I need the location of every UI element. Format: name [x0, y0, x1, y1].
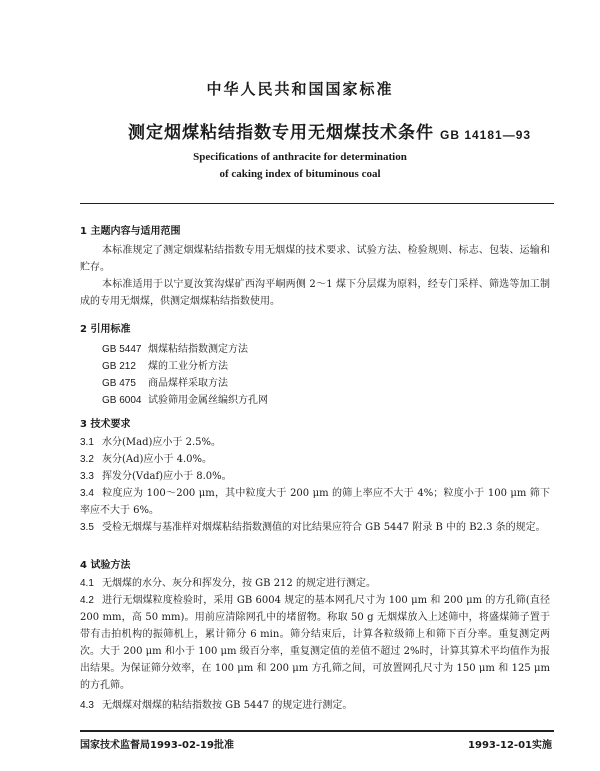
reference-item [102, 374, 228, 389]
item-number: 4.3 [80, 700, 94, 711]
item-text: 粒度应为 100～200 μm，其中粒度大于 200 μm 的筛上率应不大于 4%；粒度小于 100 μm 筛下率应不大于 6%。 [80, 488, 550, 516]
reference-code: GB 475 [102, 378, 136, 389]
requirement-item [80, 485, 550, 519]
item-text: 无烟煤的水分、灰分和挥发分，按 GB 212 的规定进行测定。 [102, 578, 376, 589]
item-number: 3.4 [80, 488, 94, 499]
reference-item [102, 357, 228, 372]
reference-code: GB 212 [102, 361, 136, 372]
method-item [80, 592, 550, 694]
reference-item [102, 391, 268, 406]
item-number: 3.2 [80, 454, 94, 465]
item-number: 4.1 [80, 578, 94, 589]
section-4-heading: 4 试验方法 [80, 560, 131, 571]
section-3-heading: 3 技术要求 [80, 419, 131, 430]
national-standard-label: 中华人民共和国国家标准 [206, 80, 394, 98]
item-number: 4.2 [80, 595, 94, 606]
reference-title: 煤的工业分析方法 [148, 361, 228, 372]
header-divider [80, 203, 554, 204]
section-1-paragraph-1: 本标准规定了测定烟煤粘结指数专用无烟煤的技术要求、试验方法、检验规则、标志、包装、运输和贮存。 [80, 245, 550, 273]
reference-title: 商品煤样采取方法 [148, 378, 228, 389]
section-1-paragraph-2: 本标准适用于以宁夏汝箕沟煤矿西沟平峒两侧 2～1 煤下分层煤为原料，经专门采样、筛选等加工制成的专用无烟煤，供测定烟煤粘结指数使用。 [80, 279, 550, 307]
item-text: 进行无烟煤粒度检验时，采用 GB 6004 规定的基本网孔尺寸为 100 μm 和 200 μm 的方孔筛(直径 200 mm，高 50 mm)。用前应清除网孔中的堵留物。称取 50 g 无烟煤放入上述筛中，将盛煤筛子置于带有击拍机构的振筛机上，累计筛分 6 min。筛分结束后，计算各粒级筛上和筛下百分率。重复测定两次。大于 200 μm 和小于 100 μm 级百分率，重复测定值的差值不超过 2%时，计算其算术平均值作为报出结果。为保证筛分效率，在 100 μm 和 200 μm 方孔筛之间，可放置网孔尺寸为 150 μm 和 125 μm 的方孔筛。 [80, 595, 550, 691]
english-title-line-2: of caking index of bituminous coal [219, 168, 381, 180]
item-number: 3.5 [80, 522, 94, 533]
english-title-line-1: Specifications of anthracite for determination [193, 151, 407, 163]
item-text: 受检无烟煤与基准样对烟煤粘结指数测值的对比结果应符合 GB 5447 附录 B 中的 B2.3 条的规定。 [102, 522, 546, 533]
reference-code: GB 5447 [102, 344, 142, 355]
section-2-heading: 2 引用标准 [80, 324, 131, 335]
requirement-item [80, 519, 550, 536]
item-text: 挥发分(Vdaf)应小于 8.0%。 [102, 471, 232, 482]
reference-item [102, 340, 248, 355]
reference-title: 烟煤粘结指数测定方法 [148, 344, 248, 355]
reference-code: GB 6004 [102, 395, 142, 406]
document-title: 测定烟煤粘结指数专用无烟煤技术条件 [128, 123, 434, 143]
item-number: 3.1 [80, 437, 94, 448]
item-text: 水分(Mad)应小于 2.5%。 [102, 437, 221, 448]
item-text: 无烟煤对烟煤的粘结指数按 GB 5447 的规定进行测定。 [102, 700, 353, 711]
requirement-item [80, 451, 550, 468]
reference-title: 试验筛用金属丝编织方孔网 [148, 395, 268, 406]
footer-divider [80, 730, 554, 732]
requirement-item [80, 434, 550, 451]
standard-code: GB 14181—93 [440, 128, 532, 142]
approval-date: 国家技术监督局1993-02-19批准 [80, 740, 234, 751]
method-item [80, 697, 550, 714]
requirement-item [80, 468, 550, 485]
section-1-heading: 1 主题内容与适用范围 [80, 226, 181, 237]
method-item [80, 575, 550, 592]
item-text: 灰分(Ad)应小于 4.0%。 [102, 454, 213, 465]
implementation-date: 1993-12-01实施 [468, 740, 552, 751]
item-number: 3.3 [80, 471, 94, 482]
